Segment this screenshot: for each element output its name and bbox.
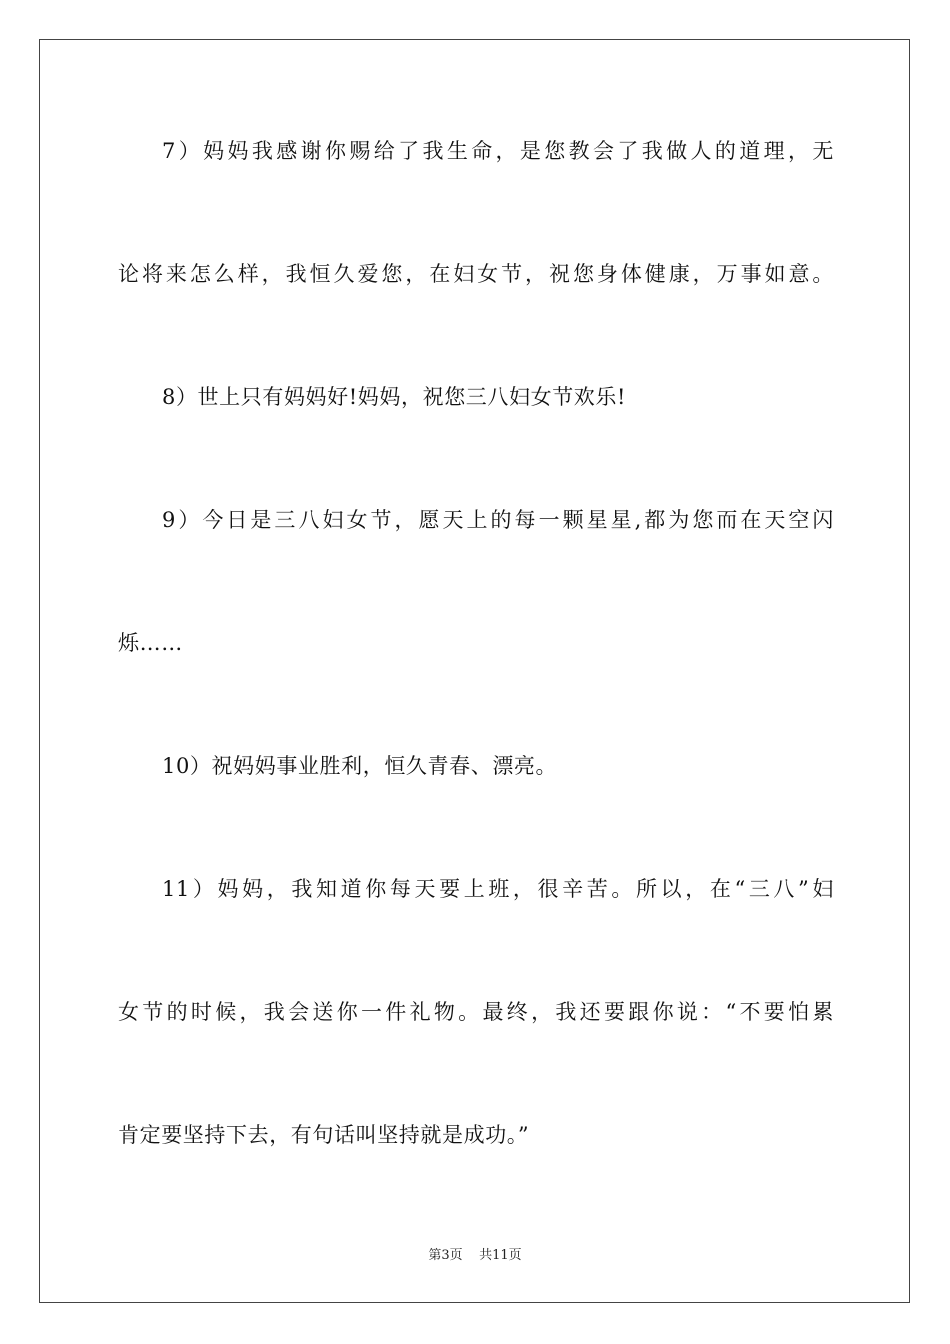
paragraph-7-line-1: 7）妈妈我感谢你赐给了我生命，是您教会了我做人的道理，无: [162, 139, 834, 163]
paragraph-11-line-1: 11）妈妈，我知道你每天要上班，很辛苦。所以，在“三八”妇: [162, 877, 834, 901]
paragraph-8-line-1: 8）世上只有妈妈好!妈妈，祝您三八妇女节欢乐!: [162, 385, 627, 409]
page-total: 共11页: [479, 1248, 522, 1263]
page-number: 第3页: [428, 1248, 463, 1263]
paragraph-11-line-2: 女节的时候，我会送你一件礼物。最终，我还要跟你说：“不要怕累: [118, 1000, 834, 1024]
page-frame: [39, 39, 910, 1303]
paragraph-11-line-3: 肯定要坚持下去，有句话叫坚持就是成功。”: [118, 1123, 530, 1147]
paragraph-7-line-2: 论将来怎么样，我恒久爱您，在妇女节，祝您身体健康，万事如意。: [118, 262, 834, 286]
paragraph-9-line-2: 烁……: [118, 631, 183, 655]
paragraph-10-line-1: 10）祝妈妈事业胜利，恒久青春、漂亮。: [162, 754, 558, 778]
paragraph-9-line-1: 9）今日是三八妇女节，愿天上的每一颗星星,都为您而在天空闪: [162, 508, 834, 532]
page-footer: [0, 1247, 950, 1265]
